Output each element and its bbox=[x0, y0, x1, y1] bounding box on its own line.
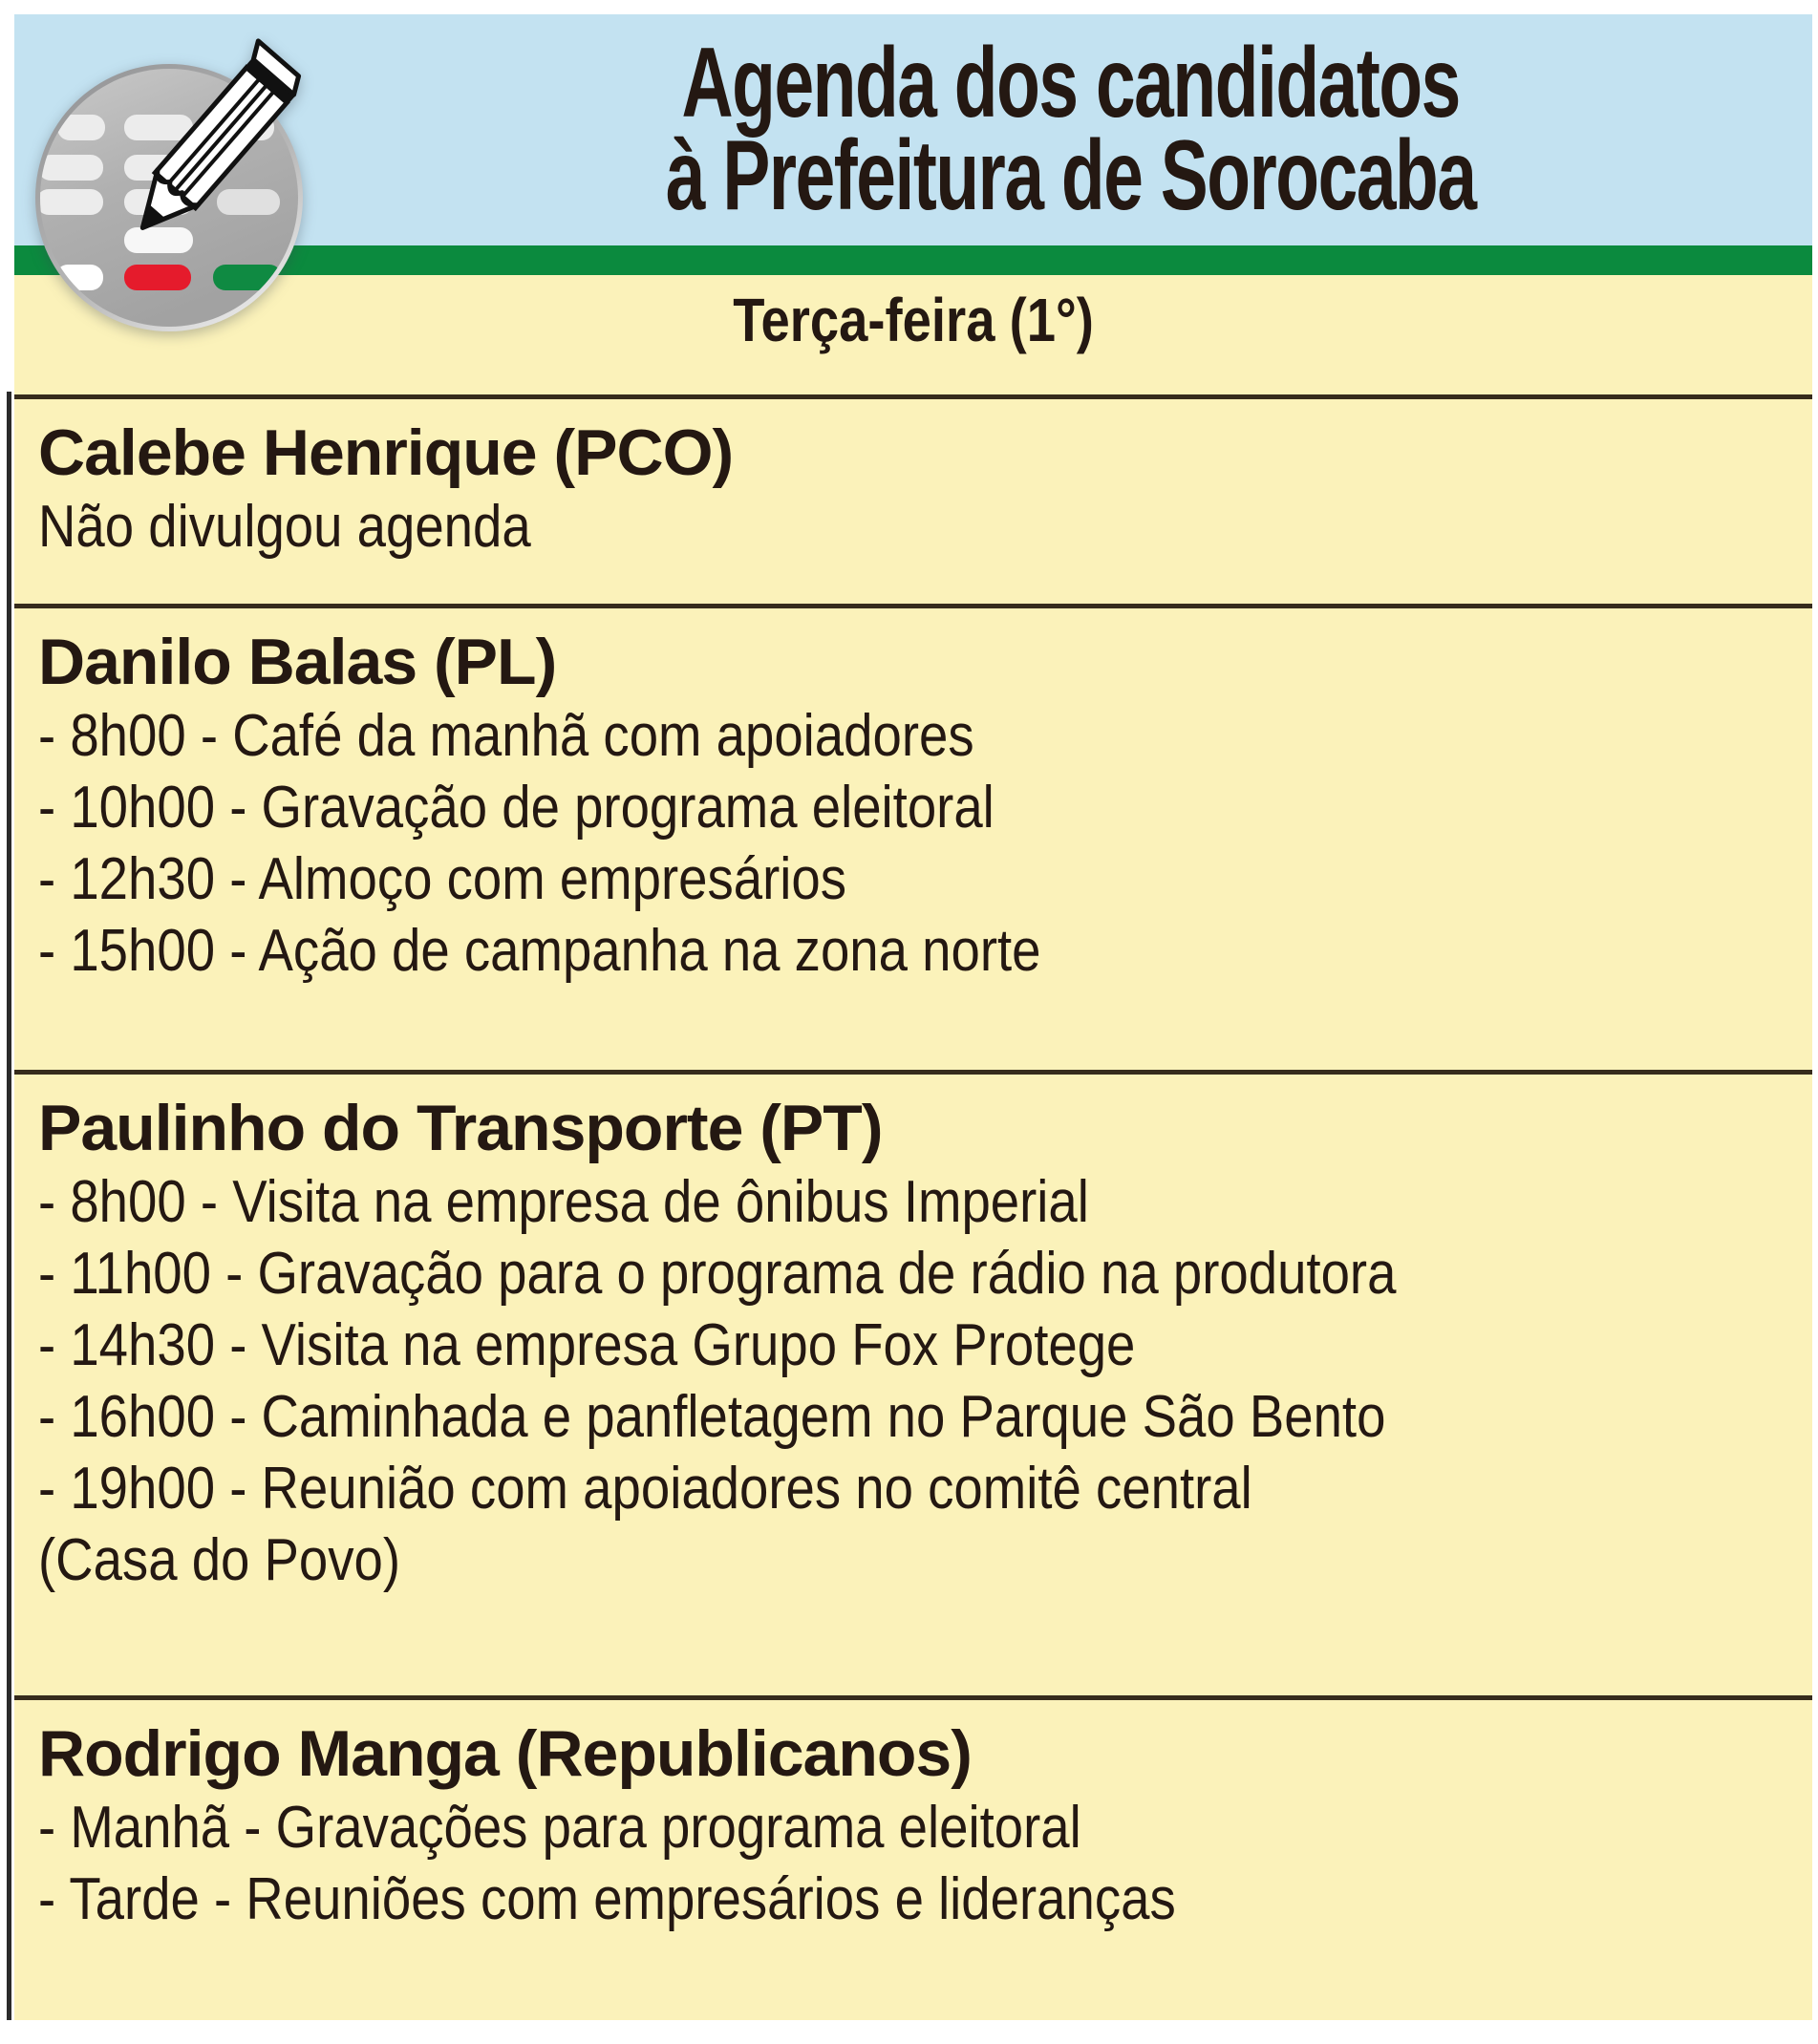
ballot-pencil-logo bbox=[19, 53, 363, 349]
agenda-item-text: - 8h00 - Café da manhã com apoiadores bbox=[38, 703, 974, 769]
agenda-item-text: - 8h00 - Visita na empresa de ônibus Imperial bbox=[38, 1169, 1089, 1235]
agenda-item-text: - 19h00 - Reunião com apoiadores no comitê central bbox=[38, 1456, 1252, 1522]
agenda-item bbox=[38, 1381, 1793, 1453]
agenda-item bbox=[38, 915, 1793, 987]
agenda-item-text: - 10h00 - Gravação de programa eleitoral bbox=[38, 775, 995, 841]
agenda-item-text: - Tarde - Reuniões com empresários e lideranças bbox=[38, 1866, 1176, 1932]
agenda-item-text: - 11h00 - Gravação para o programa de rádio na produtora bbox=[38, 1241, 1397, 1307]
agenda-item bbox=[38, 772, 1793, 843]
candidate-section-rodrigo bbox=[14, 1700, 1812, 2020]
candidate-section-calebe bbox=[14, 399, 1812, 604]
agenda-item bbox=[38, 1792, 1793, 1863]
agenda-item bbox=[38, 843, 1793, 915]
page-title-line1: Agenda dos candidatos bbox=[681, 28, 1461, 139]
agenda-item-text: - 15h00 - Ação de campanha na zona norte bbox=[38, 918, 1041, 984]
candidate-name: Paulinho do Transporte (PT) bbox=[38, 1092, 883, 1164]
agenda-item bbox=[38, 1166, 1793, 1238]
agenda-item bbox=[38, 1863, 1793, 1935]
candidate-name: Danilo Balas (PL) bbox=[38, 626, 557, 698]
agenda-item-text: - 12h30 - Almoço com empresários bbox=[38, 846, 847, 912]
agenda-item bbox=[38, 1238, 1793, 1309]
agenda-item-text: Não divulgou agenda bbox=[38, 494, 531, 560]
agenda-item-text: - Manhã - Gravações para programa eleitoral bbox=[38, 1795, 1081, 1861]
candidate-name: Calebe Henrique (PCO) bbox=[38, 416, 734, 489]
agenda-item bbox=[38, 1524, 1793, 1596]
day-label: Terça-feira (1°) bbox=[733, 286, 1094, 354]
agenda-item-text: - 14h30 - Visita na empresa Grupo Fox Protege bbox=[38, 1312, 1136, 1378]
page-title-line2: à Prefeitura de Sorocaba bbox=[666, 120, 1476, 231]
agenda-item bbox=[38, 491, 1793, 563]
agenda-item bbox=[38, 1309, 1793, 1381]
agenda-body bbox=[14, 275, 1812, 2020]
candidate-section-danilo bbox=[14, 608, 1812, 1070]
agenda-item bbox=[38, 700, 1793, 772]
title-wrap bbox=[330, 14, 1812, 245]
vote-pill-red bbox=[124, 265, 191, 290]
left-column-rule bbox=[7, 392, 11, 2020]
page-title bbox=[666, 28, 1476, 231]
candidate-section-paulinho bbox=[14, 1075, 1812, 1695]
agenda-item-text: - 16h00 - Caminhada e panfletagem no Parque São Bento bbox=[38, 1384, 1386, 1450]
agenda-item-text: (Casa do Povo) bbox=[38, 1527, 401, 1593]
agenda-infographic bbox=[14, 14, 1812, 2020]
candidate-name: Rodrigo Manga (Republicanos) bbox=[38, 1717, 972, 1790]
agenda-item bbox=[38, 1453, 1793, 1524]
